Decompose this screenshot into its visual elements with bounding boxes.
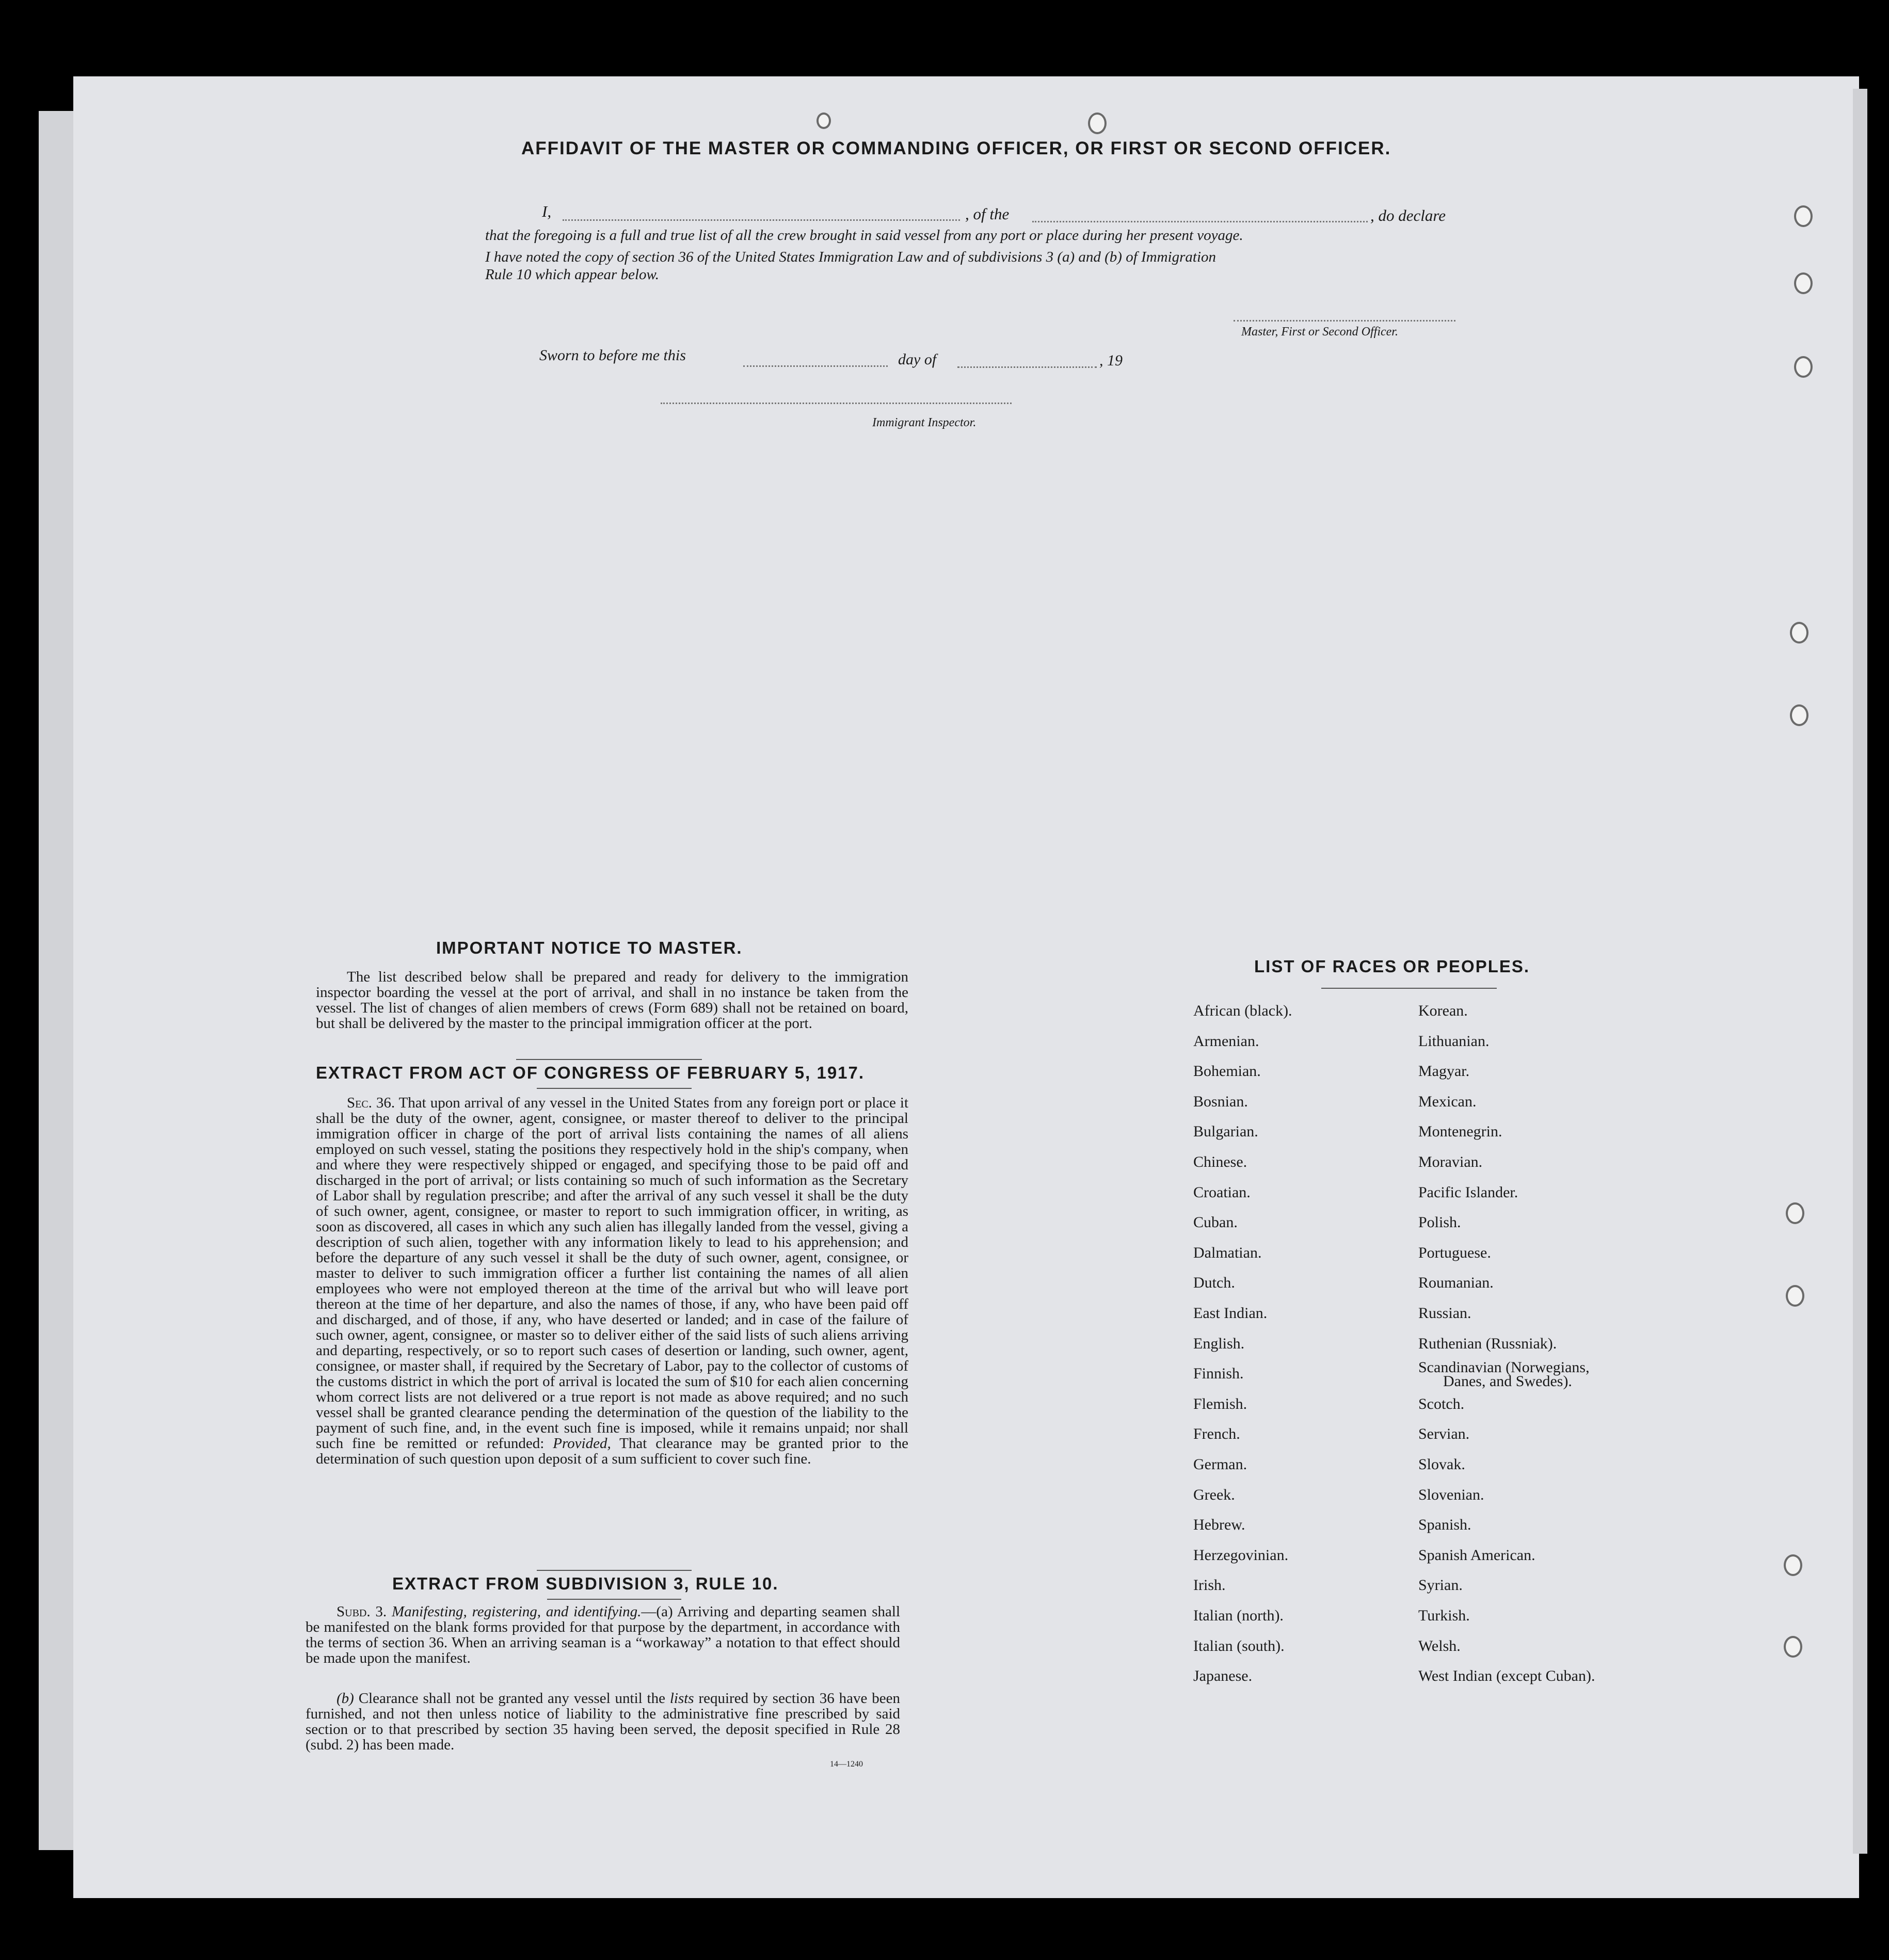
rule-text-b2: required by section 36 have been furnished, and not then unless notice of liability to the administrative fine prescribed by said section or to that prescribed by section 35 having been served, the deposit specified in Rule 28 (subd. 2) has been made.: [306, 1690, 900, 1753]
race-item: Mexican.: [1418, 1093, 1477, 1110]
affidavit-line-4: Rule 10 which appear below.: [485, 266, 659, 283]
master-signature-line: [1234, 320, 1455, 322]
rule-lists-word: lists: [669, 1690, 694, 1707]
punch-hole-icon: [1088, 113, 1107, 134]
month-blank-line: [957, 366, 1097, 368]
punch-hole-icon: [1794, 356, 1813, 378]
rule-paragraph-b: [306, 1691, 900, 1753]
race-item: Moravian.: [1418, 1153, 1483, 1170]
race-item: Chinese.: [1193, 1153, 1247, 1170]
race-item: Bosnian.: [1193, 1093, 1248, 1110]
race-item: Italian (south).: [1193, 1637, 1285, 1654]
form-number: 14—1240: [830, 1760, 863, 1769]
punch-hole-icon: [1794, 205, 1813, 227]
race-item: Ruthenian (Russniak).: [1418, 1335, 1557, 1352]
punch-hole-icon: [817, 113, 831, 129]
race-item: Spanish.: [1418, 1516, 1471, 1533]
section-rule: [516, 1059, 702, 1060]
punch-hole-icon: [1784, 1636, 1802, 1658]
race-item: English.: [1193, 1335, 1245, 1352]
rule-b-label: (b): [337, 1690, 354, 1707]
notice-text: The list described below shall be prepared and ready for delivery to the immigration inspector boarding the vessel at the port of arrival, and shall in no instance be taken from the vessel. The list of changes of alien members of crews (Form 689) shall not be retained on board, but shall be delivered by the master to the principal immigration officer at the port.: [316, 969, 908, 1032]
vessel-blank-line: [1032, 221, 1368, 222]
notice-title: IMPORTANT NOTICE TO MASTER.: [436, 938, 743, 957]
year-label: , 19: [1099, 352, 1123, 369]
race-item: Scotch.: [1418, 1395, 1465, 1412]
affidavit-line-3: I have noted the copy of section 36 of the United States Immigration Law and of subdivisions 3 (a) and (b) of Immigration: [485, 249, 1216, 265]
race-item: Dalmatian.: [1193, 1244, 1262, 1261]
race-item: Russian.: [1418, 1305, 1471, 1322]
affidavit-title: AFFIDAVIT OF THE MASTER OR COMMANDING OFFICER, OR FIRST OR SECOND OFFICER.: [521, 138, 1391, 158]
race-item: Scandinavian (Norwegians,: [1418, 1359, 1590, 1376]
punch-hole-icon: [1786, 1202, 1804, 1224]
race-item: Hebrew.: [1193, 1516, 1245, 1533]
rule-paragraph-a: [306, 1604, 900, 1666]
punch-hole-icon: [1794, 272, 1813, 294]
sworn-label: Sworn to before me this: [539, 347, 686, 364]
act-provided: Provided,: [553, 1435, 611, 1452]
inspector-signature-line: [661, 403, 1012, 404]
race-item: Dutch.: [1193, 1274, 1235, 1291]
race-item: Polish.: [1418, 1214, 1461, 1231]
master-signature-label: Master, First or Second Officer.: [1241, 325, 1398, 339]
race-item: Roumanian.: [1418, 1274, 1494, 1291]
race-item: Lithuanian.: [1418, 1033, 1490, 1050]
race-item: Croatian.: [1193, 1184, 1251, 1201]
race-item: Magyar.: [1418, 1063, 1470, 1080]
race-item: Slovenian.: [1418, 1486, 1484, 1503]
punch-hole-icon: [1786, 1285, 1804, 1307]
affidavit-line-2: that the foregoing is a full and true list of all the crew brought in said vessel from any port or place during her present voyage.: [485, 227, 1243, 244]
race-item: East Indian.: [1193, 1305, 1268, 1322]
section-rule: [1321, 988, 1497, 989]
punch-hole-icon: [1790, 622, 1808, 644]
act-paragraph: [316, 1095, 908, 1467]
race-item: Danes, and Swedes).: [1443, 1373, 1572, 1390]
race-item: Irish.: [1193, 1577, 1226, 1594]
race-item: French.: [1193, 1425, 1240, 1442]
race-item: Servian.: [1418, 1425, 1470, 1442]
affidavit-do-declare: , do declare: [1370, 206, 1446, 224]
race-item: Portuguese.: [1418, 1244, 1491, 1261]
section-rule: [537, 1088, 692, 1089]
rule-title: EXTRACT FROM SUBDIVISION 3, RULE 10.: [392, 1574, 779, 1593]
rule-text-b1: Clearance shall not be granted any vessel until the: [358, 1690, 665, 1707]
race-item: Spanish American.: [1418, 1547, 1535, 1564]
race-item: Syrian.: [1418, 1577, 1463, 1594]
race-item: Slovak.: [1418, 1456, 1465, 1473]
race-item: Welsh.: [1418, 1637, 1461, 1654]
section-rule: [547, 1599, 681, 1600]
day-of-label: day of: [898, 351, 937, 368]
race-item: Korean.: [1418, 1002, 1468, 1019]
race-item: Finnish.: [1193, 1365, 1244, 1382]
races-title: LIST OF RACES OR PEOPLES.: [1254, 957, 1530, 976]
inspector-label: Immigrant Inspector.: [872, 416, 976, 429]
rule-subd-label: Subd. 3.: [337, 1603, 387, 1620]
name-blank-line: [563, 219, 960, 221]
race-item: Japanese.: [1193, 1667, 1253, 1684]
punch-hole-icon: [1784, 1554, 1802, 1576]
section-rule: [537, 1570, 692, 1571]
rule-text-a: —(a) Arriving and departing seamen shall be manifested on the blank forms provided for that purpose by the department, in accordance with the terms of section 36. When an arriving seaman is a “workaway” a notation to that effect should be made upon the manifest.: [306, 1603, 901, 1666]
race-item: West Indian (except Cuban).: [1418, 1667, 1595, 1684]
affidavit-i-label: I,: [542, 202, 552, 220]
affidavit-of-the: , of the: [965, 205, 1010, 223]
act-title: EXTRACT FROM ACT OF CONGRESS OF FEBRUARY 5, 1917.: [316, 1063, 865, 1082]
day-blank-line: [743, 365, 888, 367]
race-item: Montenegrin.: [1418, 1123, 1502, 1140]
race-item: Turkish.: [1418, 1607, 1470, 1624]
race-item: African (black).: [1193, 1002, 1292, 1019]
race-item: Greek.: [1193, 1486, 1235, 1503]
act-text-end: That clearance may be granted prior to the determination of such question upon deposit of a sum sufficient to cover such fine.: [316, 1435, 909, 1467]
race-item: Pacific Islander.: [1418, 1184, 1518, 1201]
race-item: Bulgarian.: [1193, 1123, 1258, 1140]
act-text: That upon arrival of any vessel in the United States from any foreign port or place it shall be the duty of the owner, agent, consignee, or master thereof to deliver to the principal immigration officer in charge of the port of arrival lists containing the names of all aliens employed on such vessel, stating the positions they respectively hold in the ship's company, when and where they were respectively shipped or engaged, and specifying those to be paid off and discharged in the port of arrival; or lists containing so much of such information as the Secretary of Labor shall by regulation prescribe; and after the arrival of any such vessel it shall be the duty of such owner, agent, consignee, or master to report to such immigration officer, in writing, as soon as discovered, all cases in which any such alien has illegally landed from the vessel, giving a description of such alien, together with any information likely to lead to his apprehension; and before the departure of any such vessel it shall be the duty of such owner, agent, consignee, or master to deliver to such immigration officer a further list containing the names of all alien employees who were not employed thereon at the time of the arrival but who will leave port thereon at the time of her departure, and also the names of those, if any, who have been paid off and discharged, and of those, if any, who have deserted or landed; and in case of the failure of such owner, agent, consignee, or master so to deliver either of the said lists of such aliens arriving and departing, respectively, or so to report such cases of desertion or landing, such owner, agent, consignee, or master shall, if required by the Secretary of Labor, pay to the collector of customs of the customs district in which the port of arrival is located the sum of $10 for each alien concerning whom correct lists are not delivered or a true report is not made as above required; and no such vessel shall be granted clearance pending the determination of the question of the liability to the payment of such fine, and, in the event such fine is imposed, while it remains unpaid; nor shall such fine be remitted or refunded:: [316, 1095, 909, 1452]
page-binding-strip: [1853, 89, 1867, 1854]
punch-hole-icon: [1790, 704, 1808, 726]
rule-subd-heading: Manifesting, registering, and identifying.: [391, 1603, 642, 1620]
race-item: German.: [1193, 1456, 1247, 1473]
race-item: Cuban.: [1193, 1214, 1238, 1231]
race-item: Armenian.: [1193, 1033, 1259, 1050]
race-item: Italian (north).: [1193, 1607, 1284, 1624]
race-item: Flemish.: [1193, 1395, 1247, 1412]
race-item: Bohemian.: [1193, 1063, 1261, 1080]
notice-paragraph: [316, 969, 908, 1031]
act-section-label: Sec. 36.: [347, 1095, 395, 1111]
race-item: Herzegovinian.: [1193, 1547, 1289, 1564]
